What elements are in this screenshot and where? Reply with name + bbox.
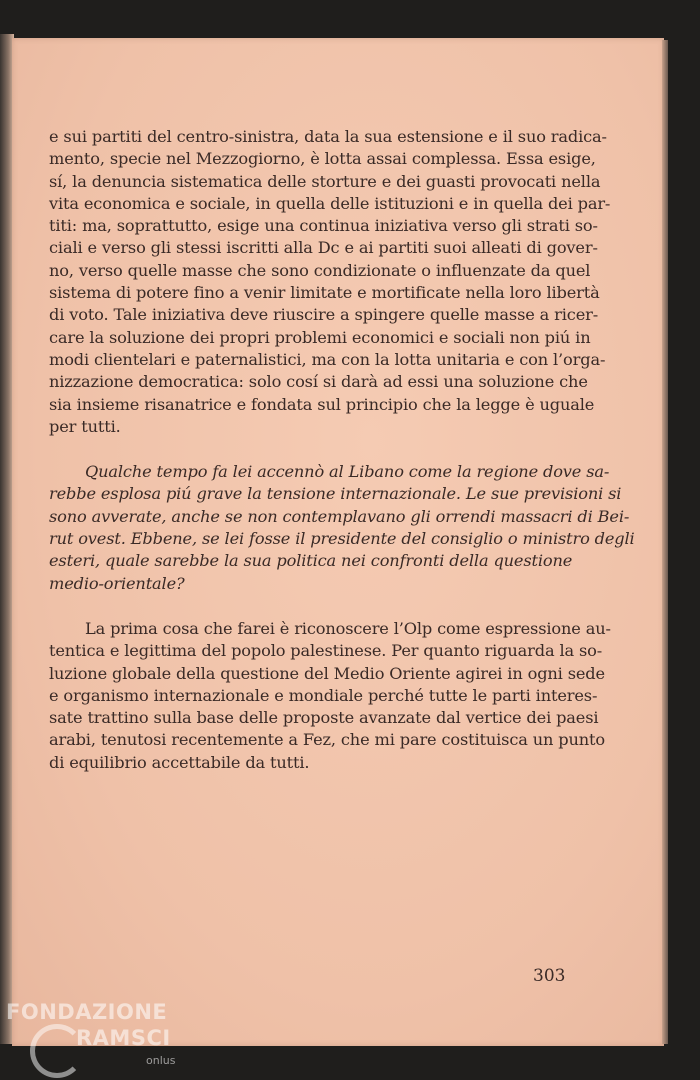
text-line: luzione globale della questione del Medio Oriente agirei in ogni sede (49, 663, 605, 683)
text-line: per tutti. (49, 416, 121, 436)
watermark-onlus: onlus (146, 1054, 176, 1067)
text-line: no, verso quelle masse che sono condizionate o influenzate da quel (49, 260, 591, 280)
text-line: titi: ma, soprattutto, esige una continua iniziativa verso gli strati so- (49, 216, 598, 236)
text-line: care la soluzione dei propri problemi economici e sociali non piú in (49, 327, 591, 347)
text-line: Qualche tempo fa lei accennò al Libano come la regione dove sa- (85, 462, 610, 482)
text-line: medio-orientale? (49, 573, 185, 593)
text-line: mento, specie nel Mezzogiorno, è lotta assai complessa. Essa esige, (49, 149, 596, 169)
text-line: ciali e verso gli stessi iscritti alla Dc e ai partiti suoi alleati di gover- (49, 238, 598, 258)
text-line: sono avverate, anche se non contemplavano gli orrendi massacri di Bei- (49, 506, 630, 526)
text-line: e sui partiti del centro-sinistra, data la sua estensione e il suo radica- (49, 127, 607, 146)
page-right-edge (662, 40, 668, 1044)
text-line: tentica e legittima del popolo palestinese. Per quanto riguarda la so- (49, 641, 603, 661)
text-line: di voto. Tale iniziativa deve riuscire a spingere quelle masse a ricer- (49, 305, 599, 325)
text-line: sistema di potere fino a venir limitate e mortificate nella loro libertà (49, 283, 600, 303)
text-line: nizzazione democratica: solo cosí si darà ad essi una soluzione che (49, 372, 588, 392)
page-number: 303 (533, 966, 566, 986)
text-line: sate trattino sulla base delle proposte avanzate dal vertice dei paesi (49, 708, 599, 728)
text-line: di equilibrio accettabile da tutti. (49, 752, 310, 772)
text-line: e organismo internazionale e mondiale perché tutte le parti interes- (49, 685, 598, 705)
body-text (49, 126, 635, 774)
text-line: esteri, quale sarebbe la sua politica nei confronti della questione (49, 551, 573, 571)
text-line: rebbe esplosa piú grave la tensione internazionale. Le sue previsioni si (49, 484, 622, 504)
paragraph-gap (49, 438, 561, 461)
watermark-line-1: FONDAZIONE (6, 1000, 168, 1024)
interview-question (49, 461, 635, 595)
text-line: sí, la denuncia sistematica delle storture e dei guasti provocati nella (49, 171, 601, 191)
text-line: vita economica e sociale, in quella delle istituzioni e in quella dei par- (49, 193, 611, 213)
text-line: sia insieme risanatrice e fondata sul principio che la legge è uguale (49, 394, 595, 414)
text-line: rut ovest. Ebbene, se lei fosse il presidente del consiglio o ministro degli (49, 529, 635, 549)
interview-answer (49, 618, 611, 774)
fondazione-gramsci-watermark (6, 1000, 206, 1080)
text-line: La prima cosa che farei è riconoscere l’Olp come espressione au- (85, 618, 611, 638)
paragraph-gap (49, 595, 561, 618)
watermark-line-2: RAMSCI (76, 1026, 171, 1050)
text-line: arabi, tenutosi recentemente a Fez, che mi pare costituisca un punto (49, 730, 605, 750)
text-line: modi clientelari e paternalistici, ma con la lotta unitaria e con l’orga- (49, 349, 606, 369)
paragraph-1 (49, 126, 611, 438)
